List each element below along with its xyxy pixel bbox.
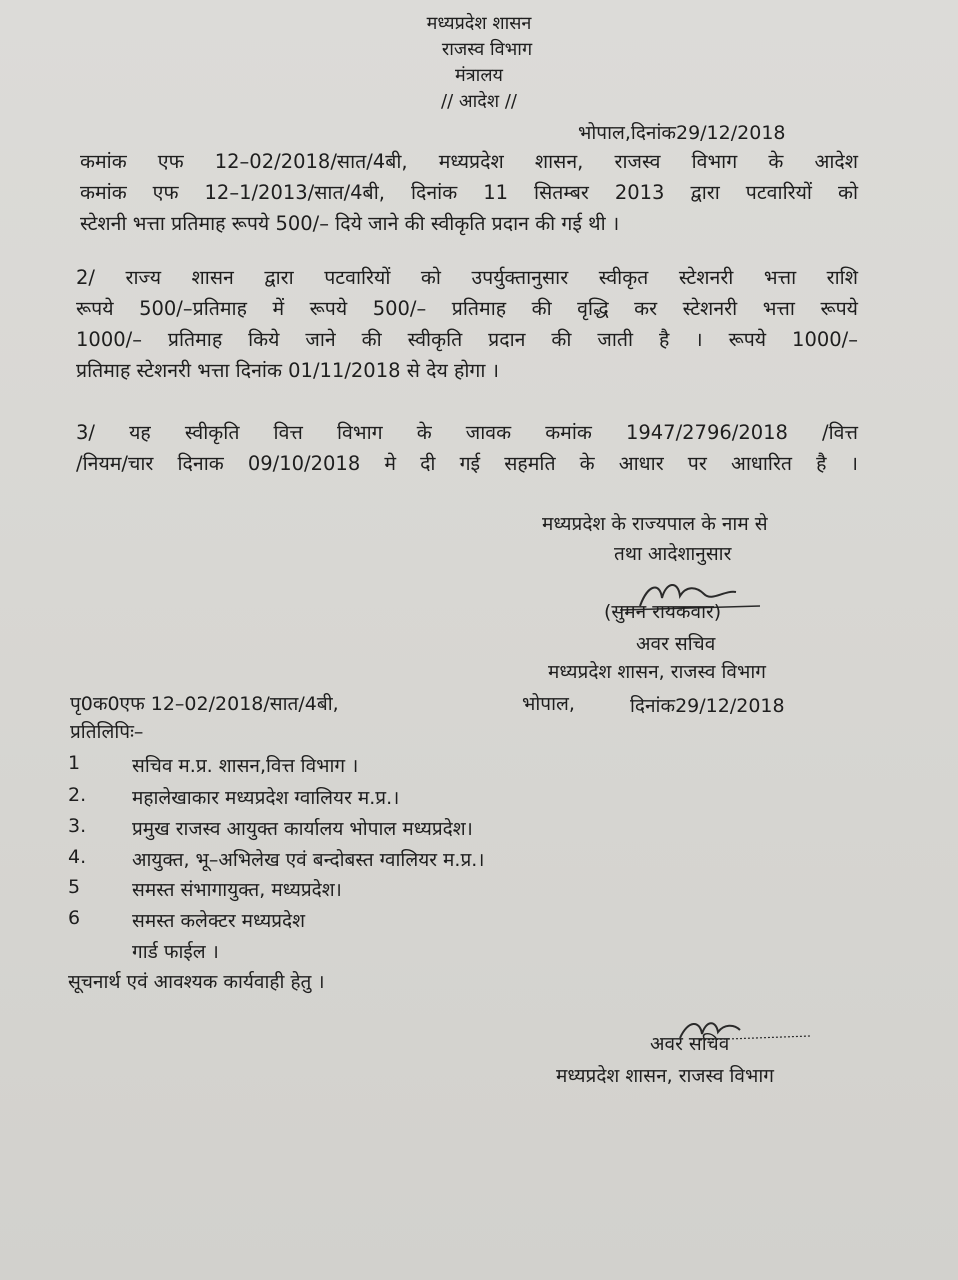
endorsement-ref: पृ0क0एफ 12–02/2018/सात/4बी, (70, 693, 339, 715)
list-item-number: 2. (68, 784, 87, 806)
list-item-text: महालेखाकार मध्यप्रदेश ग्वालियर म.प्र.। (132, 787, 400, 809)
order-title: // आदेश // (441, 91, 517, 112)
paragraph-2-line: रूपये 500/–प्रतिमाह में रूपये 500/– प्रतिमाह की वृद्धि कर स्टेशनरी भत्ता रूपये (76, 297, 858, 320)
endorsement-date: दिनांक29/12/2018 (630, 695, 785, 717)
list-item-text: प्रमुख राजस्व आयुक्त कार्यालय भोपाल मध्यप्रदेश। (132, 818, 473, 840)
paragraph-1-line: स्टेशनी भत्ता प्रतिमाह रूपये 500/– दिये जाने की स्वीकृति प्रदान की गई थी । (80, 212, 620, 235)
paragraph-2-line: प्रतिमाह स्टेशनरी भत्ता दिनांक 01/11/2018 से देय होगा । (76, 359, 499, 382)
signatory-name: (सुमन रायकवार) (604, 601, 722, 623)
list-item-text: समस्त कलेक्टर मध्यप्रदेश (132, 910, 306, 932)
paragraph-3-line: 3/ यह स्वीकृति वित्त विभाग के जावक कमांक 1947/2796/2018 /वित्त (76, 421, 858, 444)
list-item-number: 6 (68, 907, 81, 929)
list-item-text: गार्ड फाईल । (132, 941, 219, 963)
signatory-department: मध्यप्रदेश शासन, राजस्व विभाग (548, 661, 766, 683)
paragraph-1-line: कमांक एफ 12–1/2013/सात/4बी, दिनांक 11 सितम्बर 2013 द्वारा पटवारियों को (80, 181, 858, 204)
list-item-text: सचिव म.प्र. शासन,वित्त विभाग । (132, 755, 359, 777)
paragraph-1-line: कमांक एफ 12–02/2018/सात/4बी, मध्यप्रदेश शासन, राजस्व विभाग के आदेश (80, 150, 858, 173)
signatory-designation: अवर सचिव (636, 633, 716, 655)
list-item-number: 4. (68, 846, 87, 868)
header-government: मध्यप्रदेश शासन (426, 13, 532, 34)
header-department: राजस्व विभाग (441, 39, 533, 60)
endorsement-place: भोपाल, (522, 693, 575, 715)
list-item-text: समस्त संभागायुक्त, मध्यप्रदेश। (132, 879, 342, 901)
authority-line-2: तथा आदेशानुसार (614, 543, 732, 565)
footer-designation: अवर सचिव (650, 1033, 730, 1055)
list-item-number: 3. (68, 815, 87, 837)
closing-note: सूचनार्थ एवं आवश्यक कार्यवाही हेतु । (68, 971, 325, 993)
paragraph-2-line: 1000/– प्रतिमाह किये जाने की स्वीकृति प्रदान की जाती है । रूपये 1000/– (76, 328, 858, 351)
paragraph-3-line: /नियम/चार दिनाक 09/10/2018 मे दी गई सहमति के आधार पर आधारित है । (76, 452, 858, 475)
list-item-number: 1 (68, 752, 81, 774)
paragraph-3 (76, 417, 858, 479)
paragraph-2 (76, 262, 858, 386)
order-date: भोपाल,दिनांक29/12/2018 (578, 122, 786, 144)
paragraph-1 (80, 146, 858, 239)
list-item-number: 5 (68, 876, 81, 898)
header-ministry: मंत्रालय (454, 65, 503, 86)
copy-label: प्रतिलिपिः– (70, 721, 144, 743)
list-item-text: आयुक्त, भू–अभिलेख एवं बन्दोबस्त ग्वालियर म.प्र.। (132, 849, 485, 871)
paragraph-2-line: 2/ राज्य शासन द्वारा पटवारियों को उपर्युक्तानुसार स्वीकृत स्टेशनरी भत्ता राशि (76, 266, 858, 289)
authority-line-1: मध्यप्रदेश के राज्यपाल के नाम से (542, 513, 768, 535)
footer-department: मध्यप्रदेश शासन, राजस्व विभाग (556, 1065, 774, 1087)
